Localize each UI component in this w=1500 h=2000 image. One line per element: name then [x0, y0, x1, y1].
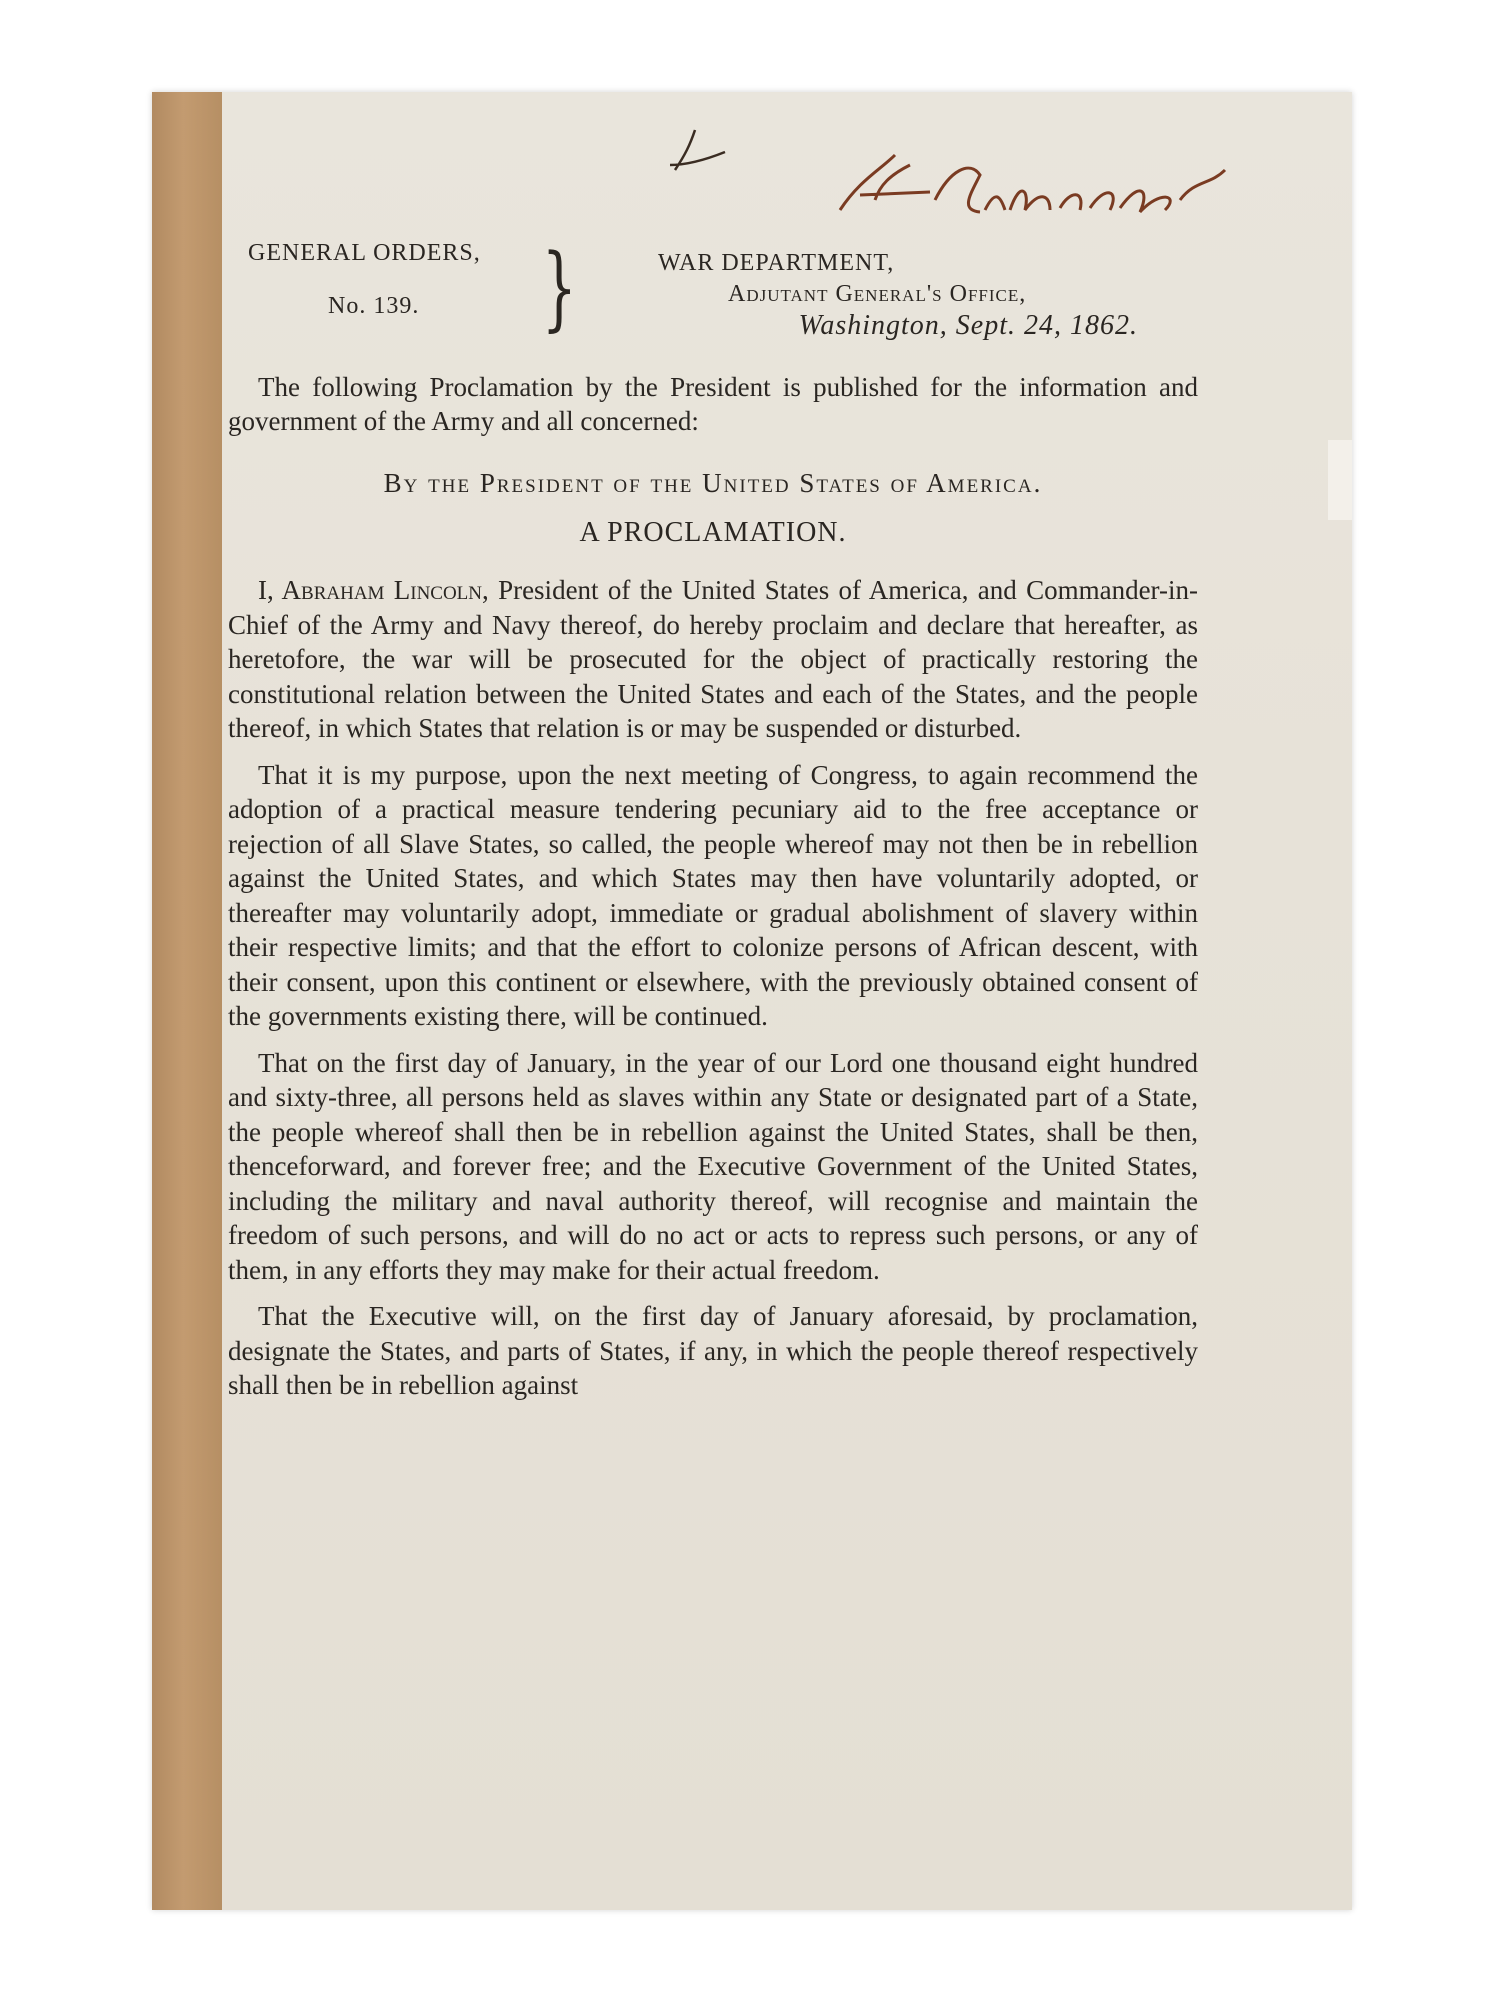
paragraph-1 — [228, 573, 1198, 746]
proclamation-title: A PROCLAMATION. — [579, 517, 847, 548]
paragraph-1-name: I, Abraham Lincoln, — [258, 575, 489, 605]
document-content — [228, 150, 1198, 1415]
brace-glyph: } — [541, 234, 577, 341]
paragraph-1-text: President of the United States of America, and Commander-in-Chief of the Army and Navy thereof, do hereby proclaim and declare that hereafter, as heretofore, the war will be prosecuted for the object of practically restoring the constitutional relation between the United States and each of the States, and the people thereof, in which States that relation is or may be suspended or disturbed. — [228, 575, 1198, 743]
paper-binding-strip — [152, 92, 222, 1910]
place-date: Washington, Sept. 24, 1862. — [798, 310, 1138, 341]
paragraph-2: That it is my purpose, upon the next meeting of Congress, to again recommend the adoption of a practical measure tendering pecuniary aid to the free acceptance or rejection of all Slave States, so called, the people whereof may not then be in rebellion against the United States, and which States may then have voluntarily adopted, or thereafter may voluntarily adopt, immediate or gradual abolishment of slavery within their respective limits; and that the effort to colonize persons of African descent, with their consent, upon this continent or elsewhere, with the previously obtained consent of the governments existing there, will be continued. — [228, 759, 1198, 1031]
by-president-line: By the President of the United States of America. — [383, 468, 1043, 498]
office-name: Adjutant General's Office, — [728, 281, 1027, 307]
document-header — [228, 150, 1198, 370]
general-orders-block — [248, 240, 548, 320]
paragraph-3: That on the first day of January, in the year of our Lord one thousand eight hundred and sixty-three, all persons held as slaves within any State or designated part of a State, the people whereof shall then be in rebellion against the United States, shall be then, thenceforward, and forever free; and the Executive Government of the United States, including the military and naval authority thereof, will recognise and maintain the freedom of such persons, and will do no act or acts to repress such persons, or any of them, in any efforts they may make for their actual freedom. — [228, 1047, 1198, 1285]
general-orders-label: GENERAL ORDERS, — [248, 240, 481, 266]
paragraph-4: That the Executive will, on the first day of January aforesaid, by proclamation, designate the States, and parts of States, if any, in which the people thereof respectively shall then be in rebellion against — [228, 1301, 1198, 1400]
order-number: No. 139. — [328, 293, 420, 319]
department-name: WAR DEPARTMENT, — [658, 250, 895, 276]
intro-paragraph: The following Proclamation by the President is published for the information and government of the Army and all concerned: — [228, 372, 1198, 436]
page-edge-tear — [1328, 440, 1352, 520]
war-department-block — [658, 250, 1198, 342]
